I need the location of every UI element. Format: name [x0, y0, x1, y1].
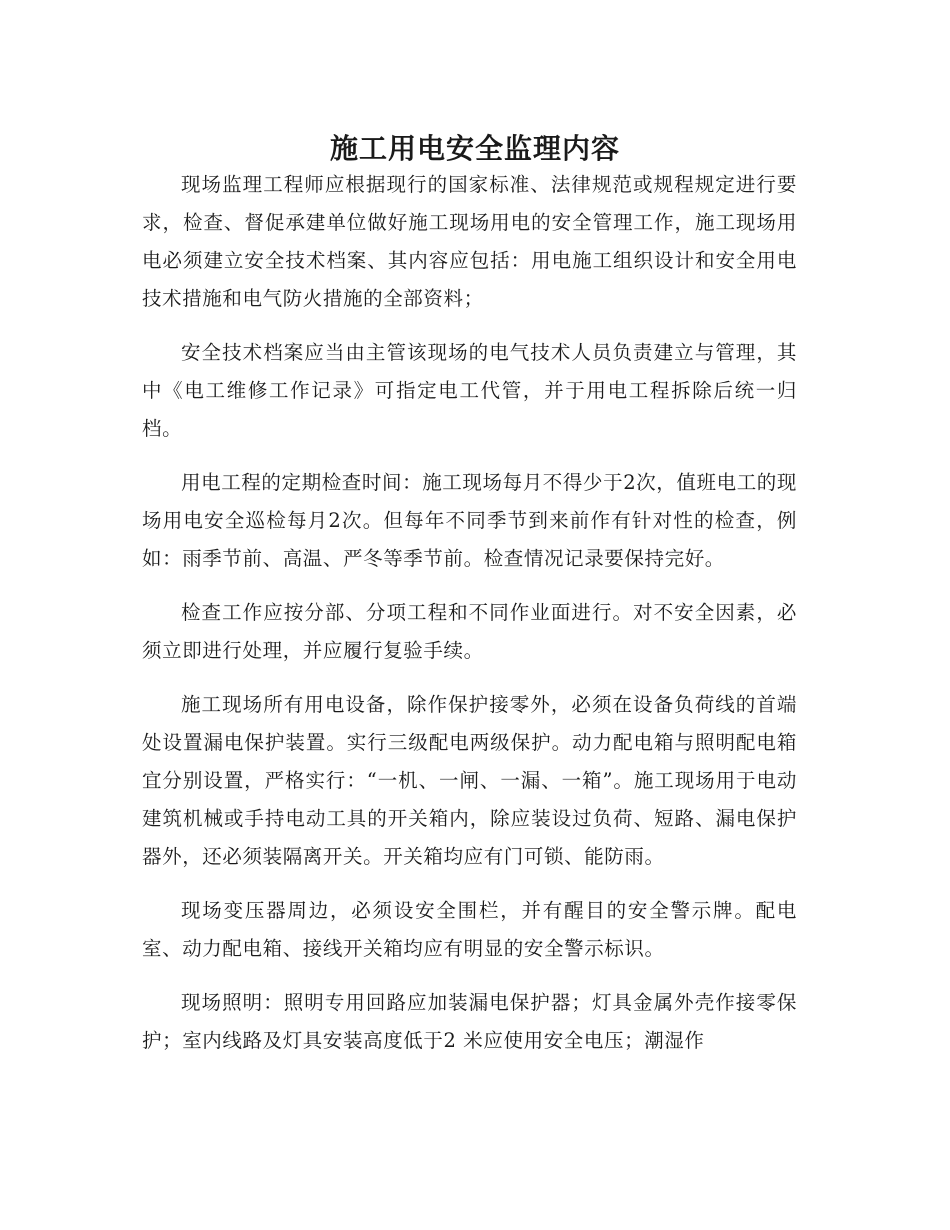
paragraph-4: 检查工作应按分部、分项工程和不同作业面进行。对不安全因素，必须立即进行处理，并应履行复验手续。: [142, 601, 797, 662]
paragraph-5: 施工现场所有用电设备，除作保护接零外，必须在设备负荷线的首端处设置漏电保护装置。实行三级配电两级保护。动力配电箱与照明配电箱宜分别设置，严格实行：“一机、一闸、一漏、一箱”。施工现场用于电动建筑机械或手持电动工具的开关箱内，除应装设过负荷、短路、漏电保护器外，还必须装隔离开关。开关箱均应有门可锁、能防雨。: [142, 693, 797, 868]
paragraph-7: 现场照明：照明专用回路应加装漏电保护器；灯具金属外壳作接零保护；室内线路及灯具安装高度低于2 米应使用安全电压；潮湿作: [142, 991, 797, 1052]
document-body: [142, 166, 797, 1076]
paragraph-3: 用电工程的定期检查时间：施工现场每月不得少于2次，值班电工的现场用电安全巡检每月2次。但每年不同季节到来前作有针对性的检查，例如：雨季节前、高温、严冬等季节前。检查情况记录要保持完好。: [142, 471, 798, 570]
paragraph-1: 现场监理工程师应根据现行的国家标准、法律规范或规程规定进行要求，检查、督促承建单位做好施工现场用电的安全管理工作，施工现场用电必须建立安全技术档案、其内容应包括：用电施工组织设计和安全用电技术措施和电气防火措施的全部资料；: [142, 173, 797, 310]
paragraph-6: 现场变压器周边，必须设安全围栏，并有醒目的安全警示牌。配电室、动力配电箱、接线开关箱均应有明显的安全警示标识。: [142, 899, 797, 960]
page-title: 施工用电安全监理内容: [329, 131, 620, 165]
paragraph-2: 安全技术档案应当由主管该现场的电气技术人员负责建立与管理，其中《电工维修工作记录》可指定电工代管，并于用电工程拆除后统一归档。: [142, 341, 797, 440]
